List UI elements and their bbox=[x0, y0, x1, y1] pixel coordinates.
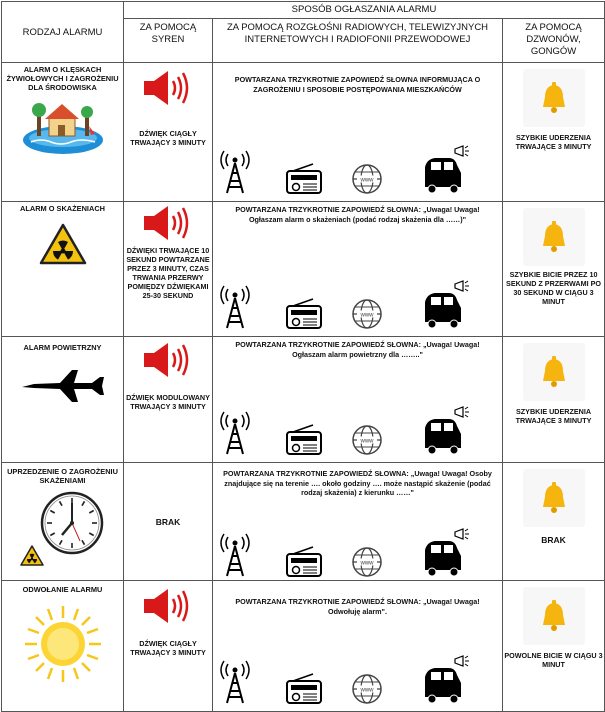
bell-cell bbox=[503, 63, 605, 202]
alarm-title: UPRZEDZENIE O ZAGROŻENIU SKAŻENIAMI bbox=[7, 467, 118, 485]
alarm-title: ALARM O SKAŻENIACH bbox=[20, 204, 105, 213]
broadcast-description: POWTARZANA TRZYKROTNIE ZAPOWIEDŹ SŁOWNA: „Uwaga! Uwaga! Odwołuję alarm". bbox=[235, 597, 480, 616]
alarm-title: ODWOŁANIE ALARMU bbox=[22, 585, 103, 594]
bell-description: SZYBKIE BICIE PRZEZ 10 SEKUND Z PRZERWAMI PO 30 SEKUND W CIĄGU 3 MINUT bbox=[506, 270, 601, 306]
radio-icon bbox=[285, 298, 323, 330]
radio-tower-icon bbox=[219, 410, 251, 456]
alarm-type-cell bbox=[2, 463, 124, 581]
svg-text:www: www bbox=[360, 687, 374, 694]
bell-cell bbox=[503, 337, 605, 463]
siren-description: DŹWIĘK CIĄGŁY TRWAJĄCY 3 MINUTY bbox=[130, 129, 206, 147]
radiation-warning-icon bbox=[20, 545, 44, 566]
clock-icon bbox=[40, 491, 104, 555]
bell-description: SZYBKIE UDERZENIA TRWAJĄCE 3 MINUTY bbox=[515, 133, 592, 151]
header-sposob: SPOSÓB OGŁASZANIA ALARMU bbox=[124, 2, 605, 19]
header-rozglosnie: ZA POMOCĄ ROZGŁOŚNI RADIOWYCH, TELEWIZYJNYCH INTERNETOWYCH I RADIOFONII PRZEWODOWEJ bbox=[213, 19, 503, 63]
header-dzwony: ZA POMOCĄ DZWONÓW, GONGÓW bbox=[503, 19, 605, 63]
radio-tower-icon bbox=[219, 659, 251, 705]
siren-description: DŹWIĘKI TRWAJĄCE 10 SEKUND POWTARZANE PRZEZ 3 MINUTY, CZAS TRWANIA PRZERWY POMIĘDZY DŹWIĘKAMI 25-30 SEKUND bbox=[126, 246, 210, 300]
alarm-title: ALARM O KLĘSKACH ŻYWIOŁOWYCH I ZAGROŻENIU DLA ŚRODOWISKA bbox=[6, 65, 119, 92]
radio-tower-icon bbox=[219, 532, 251, 578]
bell-icon bbox=[523, 69, 585, 127]
table-row bbox=[2, 202, 605, 337]
table-row bbox=[2, 337, 605, 463]
radio-icon bbox=[285, 673, 323, 705]
bell-description: BRAK bbox=[541, 535, 566, 545]
globe-www-icon bbox=[351, 673, 383, 705]
car-loudspeaker-icon bbox=[419, 655, 469, 705]
alarm-type-cell bbox=[2, 202, 124, 337]
radio-icon bbox=[285, 424, 323, 456]
siren-speaker-icon bbox=[138, 204, 198, 242]
car-loudspeaker-icon bbox=[419, 145, 469, 195]
siren-description: DŹWIĘK MODULOWANY TRWAJĄCY 3 MINUTY bbox=[126, 393, 210, 411]
car-loudspeaker-icon bbox=[419, 280, 469, 330]
siren-cell bbox=[124, 463, 213, 581]
svg-text:www: www bbox=[360, 312, 374, 319]
siren-speaker-icon bbox=[138, 69, 198, 107]
bell-cell bbox=[503, 202, 605, 337]
siren-cell bbox=[124, 63, 213, 202]
header-syreny: ZA POMOCĄ SYREN bbox=[124, 19, 213, 63]
svg-text:www: www bbox=[360, 560, 374, 567]
alarm-type-cell bbox=[2, 581, 124, 712]
alarm-type-cell bbox=[2, 63, 124, 202]
siren-speaker-icon bbox=[138, 341, 198, 379]
siren-description: DŹWIĘK CIĄGŁY TRWAJĄCY 3 MINUTY bbox=[130, 639, 206, 657]
siren-description: BRAK bbox=[155, 516, 181, 527]
broadcast-cell bbox=[213, 337, 503, 463]
radiation-warning-icon bbox=[39, 223, 87, 265]
svg-text:www: www bbox=[360, 177, 374, 184]
car-loudspeaker-icon bbox=[419, 528, 469, 578]
siren-cell bbox=[124, 581, 213, 712]
alarm-type-cell bbox=[2, 337, 124, 463]
car-loudspeaker-icon bbox=[419, 406, 469, 456]
bell-icon bbox=[523, 469, 585, 527]
broadcast-cell bbox=[213, 581, 503, 712]
radio-tower-icon bbox=[219, 284, 251, 330]
globe-www-icon bbox=[351, 424, 383, 456]
bell-cell bbox=[503, 581, 605, 712]
radio-tower-icon bbox=[219, 149, 251, 195]
broadcast-description: POWTARZANA TRZYKROTNIE ZAPOWIEDŹ SŁOWNA: „Uwaga! Uwaga! Osoby znajdujące się na terenie …. około godziny …. może nastąpić skażenie (podać rodzaj skażenia) z kierunku ……" bbox=[223, 469, 492, 497]
broadcast-description: POWTARZANA TRZYKROTNIE ZAPOWIEDŹ SŁOWNA: „Uwaga! Uwaga! Ogłaszam alarm o skażeniach (podać rodzaj skażenia dla ……)" bbox=[235, 205, 480, 224]
globe-www-icon bbox=[351, 163, 383, 195]
bell-description: POWOLNE BICIE W CIĄGU 3 MINUT bbox=[504, 651, 603, 669]
table-row bbox=[2, 463, 605, 581]
table-row bbox=[2, 581, 605, 712]
bell-icon bbox=[523, 343, 585, 401]
bell-description: SZYBKIE UDERZENIA TRWAJĄCE 3 MINUTY bbox=[515, 407, 592, 425]
siren-cell bbox=[124, 337, 213, 463]
table-row bbox=[2, 63, 605, 202]
bell-cell bbox=[503, 463, 605, 581]
fighter-jet-icon bbox=[20, 366, 106, 406]
globe-www-icon bbox=[351, 298, 383, 330]
broadcast-cell bbox=[213, 202, 503, 337]
header-rodzaj: RODZAJ ALARMU bbox=[2, 2, 124, 63]
alarm-table bbox=[1, 1, 605, 712]
siren-cell bbox=[124, 202, 213, 337]
siren-speaker-icon bbox=[138, 587, 198, 625]
globe-www-icon bbox=[351, 546, 383, 578]
broadcast-description: POWTARZANA TRZYKROTNIE ZAPOWIEDŹ SŁOWNA: „Uwaga! Uwaga! Ogłaszam alarm powietrzny dla …….." bbox=[235, 340, 480, 359]
bell-icon bbox=[523, 587, 585, 645]
svg-text:www: www bbox=[360, 438, 374, 445]
flood-house-icon bbox=[21, 96, 105, 158]
alarm-title: ALARM POWIETRZNY bbox=[23, 343, 102, 352]
radio-icon bbox=[285, 163, 323, 195]
sun-icon bbox=[23, 604, 103, 684]
bell-icon bbox=[523, 208, 585, 266]
radio-icon bbox=[285, 546, 323, 578]
broadcast-description: POWTARZANA TRZYKROTNIE ZAPOWIEDŹ SŁOWNA INFORMUJĄCA O ZAGROŻENIU I SPOSOBIE POSTĘPOWANIA MIESZKAŃCÓW bbox=[234, 75, 481, 94]
broadcast-cell bbox=[213, 63, 503, 202]
broadcast-cell bbox=[213, 463, 503, 581]
